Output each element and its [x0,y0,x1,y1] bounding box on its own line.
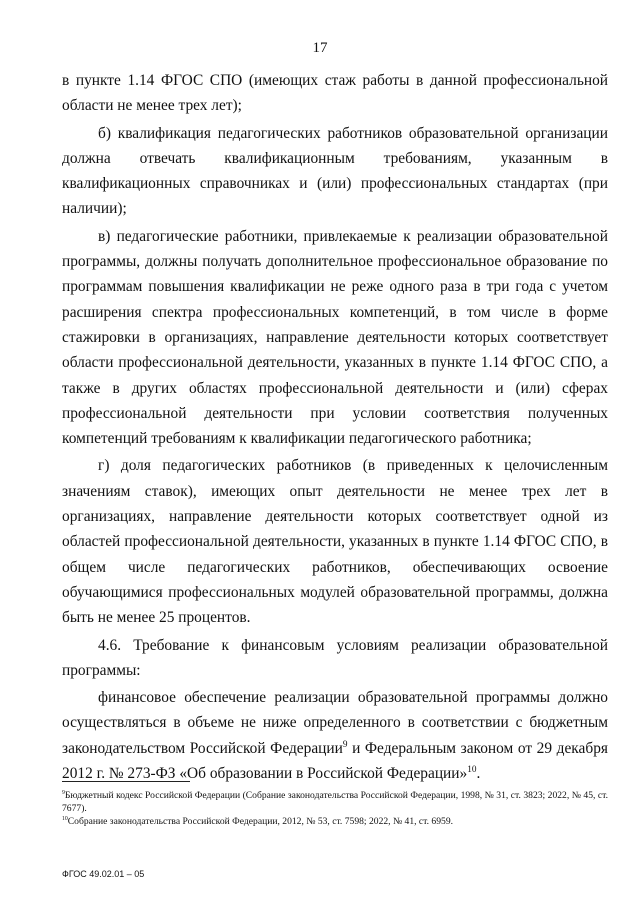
footnote-mark-10: 10 [62,815,68,822]
financial-text-part1: финансовое обеспечение реализации образовательной программы должно осуществляться в объеме не ниже определенного в соответствии с бюджетным законодательством Российской Федерации [62,689,608,757]
footnote-9-text: Бюджетный кодекс Российской Федерации (Собрание законодательства Российской Федерации, 1998, № 31, ст. 3823; 2022, № 45, ст. 7677). [62,790,608,814]
document-code: ФГОС 49.02.01 – 05 [62,869,145,879]
footnotes [62,790,608,830]
document-body [62,68,608,786]
paragraph-section-4-6: 4.6. Требование к финансовым условиям реализации образовательной программы: [62,636,608,679]
paragraph-financial-support [62,685,608,786]
paragraph-item-g: г) доля педагогических работников (в приведенных к целочисленным значениям ставок), имеющих опыт деятельности не менее трех лет в организациях, направление деятельности которых соответствует одной из областей профессиональной деятельности, указанных в пункте 1.14 ФГОС СПО, в общем числе педагогических работников, обеспечивающих освоение обучающимися профессиональных модулей образовательной программы, должна быть не менее 25 процентов. [62,457,608,627]
paragraph-continuation: в пункте 1.14 ФГОС СПО (имеющих стаж работы в данной профессиональной области не менее трех лет); [62,72,608,115]
footnote-10-text: Собрание законодательства Российской Федерации, 2012, № 53, ст. 7598; 2022, № 41, ст. 6959. [67,816,454,827]
footnote-ref-10: 10 [467,763,477,774]
paragraph-item-v: в) педагогические работники, привлекаемые к реализации образовательной программы, должны получать дополнительное профессиональное образование по программам повышения квалификации не реже одного раза в три года с учетом расширения спектра профессиональных компетенций, в том числе в форме стажировки в организациях, направление деятельности которых соответствует области профессиональной деятельности, указанных в пункте 1.14 ФГОС СПО, а также в других областях профессиональной деятельности и (или) сферах профессиональной деятельности при условии соответствия полученных компетенций требованиям к квалификации педагогического работника; [62,227,608,448]
financial-text-part2: и Федеральным законом от 29 декабря 2012 г. № 273-ФЗ «Об образовании в Российской Федерации» [62,739,608,783]
footnote-divider [62,781,190,782]
financial-text-part3: . [476,765,481,783]
footnote-10 [62,816,608,829]
footnote-mark-9: 9 [62,789,65,796]
footnote-9 [62,790,608,815]
page-number: 17 [312,40,328,56]
footnote-ref-9: 9 [342,738,348,749]
paragraph-item-b: б) квалификация педагогических работников образовательной организации должна отвечать квалификационным требованиям, указанным в квалификационных справочниках и (или) профессиональных стандартах (при наличии); [62,124,608,218]
